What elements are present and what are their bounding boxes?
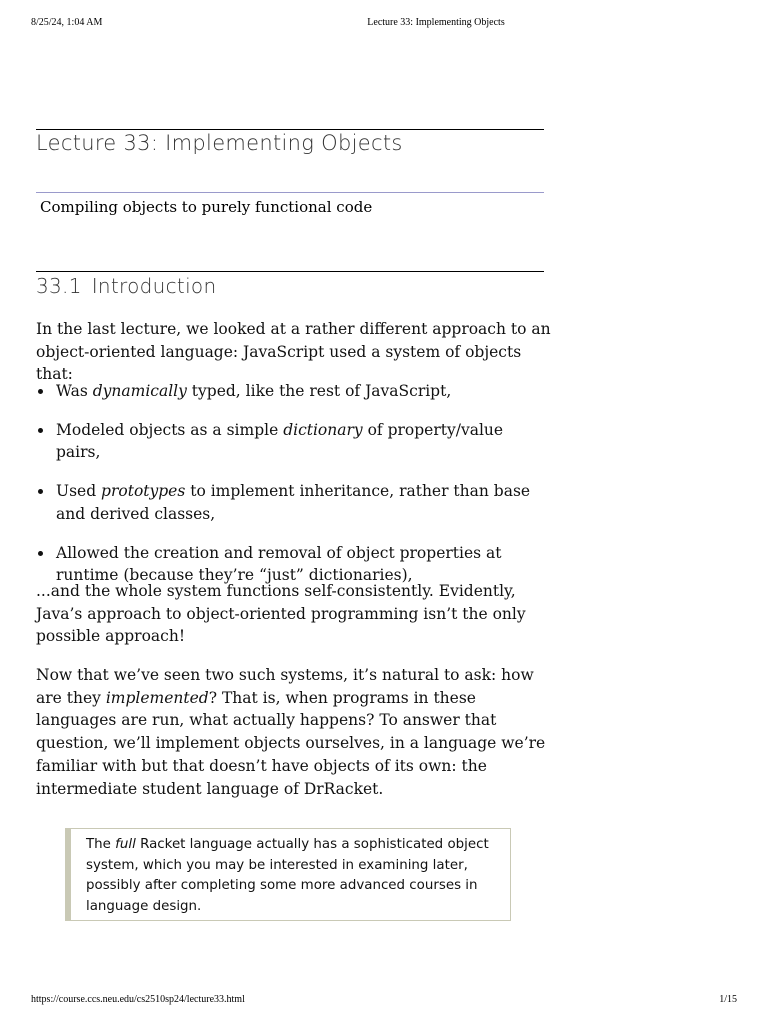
paragraph-text: ? That is, when programs in these languages are run, what actually happens? To answer that question, we’ll implement objects ourselves, in a language we’re familiar with but that doesn’t have objects of its own: the intermediate student language of DrRacket. xyxy=(36,688,546,798)
list-item xyxy=(36,480,551,525)
title-bottom-rule xyxy=(36,192,544,193)
section-title: Introduction xyxy=(91,274,217,298)
bullet-icon xyxy=(38,551,43,556)
section-heading xyxy=(36,274,216,298)
note-text-part: The xyxy=(86,837,116,852)
bullet-icon xyxy=(38,428,43,433)
question-paragraph xyxy=(36,664,551,800)
lecture-subtitle: Compiling objects to purely functional code xyxy=(40,198,373,216)
list-item-text: Allowed the creation and removal of object properties at runtime (because they’re “just” dictionaries), xyxy=(56,543,502,585)
list-item-text: to implement inheritance, rather than base and derived classes, xyxy=(56,482,531,523)
list-item-emphasis: dictionary xyxy=(283,420,363,439)
section-rule xyxy=(36,271,544,272)
list-item xyxy=(36,380,551,403)
page-number: 1/15 xyxy=(719,994,737,1005)
after-bullets-paragraph: ...and the whole system functions self-consistently. Evidently, Java’s approach to object-oriented programming isn’t the only possible approach! xyxy=(36,582,526,646)
page-url: https://course.ccs.neu.edu/cs2510sp24/lecture33.html xyxy=(31,994,245,1005)
paragraph-emphasis: implemented xyxy=(105,688,209,707)
note-text xyxy=(86,835,510,917)
title-top-rule xyxy=(36,129,544,130)
section-number: 33.1 xyxy=(36,274,82,298)
list-item-text: typed, like the rest of JavaScript, xyxy=(186,382,452,400)
intro-paragraph: In the last lecture, we looked at a rather different approach to an object-oriented language: JavaScript used a system of objects that: xyxy=(36,320,551,384)
note-text-part: Racket language actually has a sophisticated object system, which you may be interested in examining later, possibly after completing some more advanced courses in language design. xyxy=(86,837,489,914)
bullet-list xyxy=(36,380,551,587)
list-item-emphasis: dynamically xyxy=(92,382,187,400)
note-emphasis: full xyxy=(115,837,136,852)
paragraph-text: Now that we’ve seen two such systems, it’s natural to ask: how are they xyxy=(36,666,534,707)
bullet-icon xyxy=(38,489,43,494)
margin-note xyxy=(65,828,511,921)
list-item-emphasis: prototypes xyxy=(101,482,186,501)
list-item xyxy=(36,419,551,464)
lecture-title: Lecture 33: Implementing Objects xyxy=(36,131,403,155)
print-datetime: 8/25/24, 1:04 AM xyxy=(31,17,103,28)
list-item-text: of property/value pairs, xyxy=(56,420,504,462)
list-item-text: Was xyxy=(56,382,93,400)
bullet-icon xyxy=(38,389,43,394)
print-page-title: Lecture 33: Implementing Objects xyxy=(367,17,505,28)
list-item-text: Modeled objects as a simple xyxy=(56,420,284,439)
list-item-text: Used xyxy=(56,482,102,501)
